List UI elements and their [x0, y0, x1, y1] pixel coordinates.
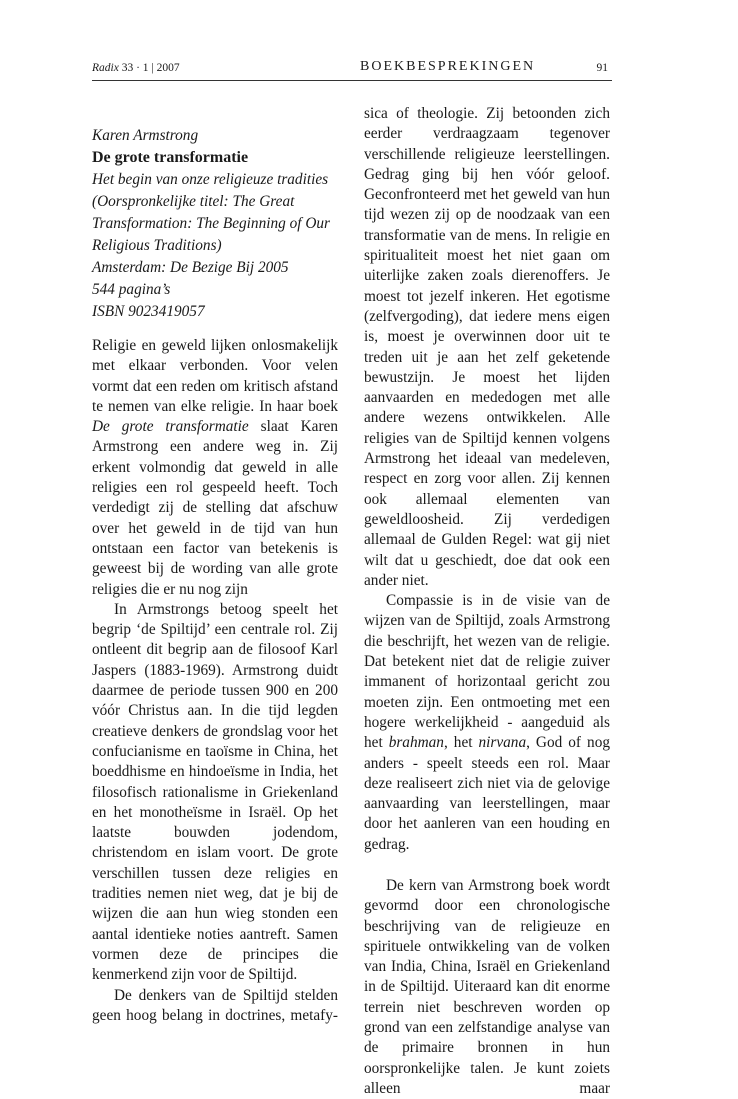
left-column	[92, 336, 338, 1026]
book-details	[92, 125, 352, 323]
paragraph: In Armstrongs betoog speelt het begrip ‘de Spiltijd’ een centrale rol. Zij ontleent dit begrip aan de filosoof Karl Jaspers (1883-1969). Armstrong duidt daarmee de periode tussen 900 en 200 vóór Christus aan. In die tijd legden creatieve denkers de grondslag voor het confucianisme en taoïsme in China, het boeddhisme en hindoeïsme in India, het filosofisch rationalisme in Griekenland en het monotheïsme in Israël. Op het laatste bouwden jodendom, christendom en islam voort. De grote verschillen tussen deze religies en tradities nemen niet weg, dat je bij de wijzen die aan hun wieg stonden een aantal identieke noties aantreft. Samen vormen deze de principes die kenmerkend zijn voor de Spiltijd.	[92, 600, 338, 984]
paragraph: De denkers van de Spiltijd stelden geen hoog belang in doctrines, metafy-	[92, 986, 338, 1024]
book-publisher: Amsterdam: De Bezige Bij 2005	[92, 259, 289, 276]
paragraph: sica of theologie. Zij betoonden zich eerder verdraagzaam tegenover verschillende religieuze leerstellingen. Gedrag ging bij hen vóór geloof. Geconfronteerd met het geweld van hun tijd wezen zij op de noodzaak van een transformatie van de mens. In religie en spiritualiteit moest het niet gaan om uiterlijke zaken zoals dierenoffers. Je moest tot jezelf inkeren. Het egotisme (zelfvergoding), dat iedere mens eigen is, moest je overwinnen door uit te treden uit je aan het zelf geketende bewustzijn. Je moest het lijden aanvaarden en mededogen met alle andere wezens ontwikkelen. Alle religies van de Spiltijd kennen volgens Armstrong het ideaal van medeleven, respect en zorg voor allen. Zij kennen ook allemaal elementen van geweldloosheid. Zij verdedigen allemaal de Gulden Regel: wat gij niet wilt dat u geschiedt, doe dat ook een ander niet.	[364, 105, 610, 589]
book-subtitle-line: Religious Traditions)	[92, 237, 222, 254]
running-header	[92, 58, 612, 81]
book-subtitle-line: Transformation: The Beginning of Our	[92, 215, 330, 232]
issue-info: 33 · 1 | 2007	[121, 62, 180, 74]
section-title: BOEKBESPREKINGEN	[360, 59, 536, 74]
journal-name: Radix	[92, 62, 119, 74]
book-pages: 544 pagina’s	[92, 281, 171, 298]
term-brahman: brahman	[388, 734, 444, 752]
page-number: 91	[596, 62, 608, 74]
book-subtitle-line: (Oorspronkelijke titel: The Great	[92, 193, 295, 210]
paragraph	[364, 591, 610, 855]
journal-citation	[92, 62, 180, 74]
text-run: slaat Karen Armstrong een andere weg in. Zij erkent volmondig dat geweld in alle religies een rol gespeeld heeft. Toch verdedigt zij de stelling dat afschuw over het geweld in de tijd van hun ontstaan een factor van betekenis is geweest bij de wording van alle grote religies die er nu nog zijn	[92, 418, 338, 598]
book-isbn: ISBN 9023419057	[92, 303, 205, 320]
term-nirvana: nirvana	[478, 734, 527, 752]
book-title-inline: De grote transformatie	[92, 418, 249, 436]
text-run: Religie en geweld lijken onlosmakelijk met elkaar verbonden. Voor velen vormt dat een reden om kritisch afstand te nemen van elke religie. In haar boek	[92, 337, 338, 415]
paragraph: De kern van Armstrong boek wordt gevormd door een chronologische beschrijving van de religieuze en spirituele ontwikkeling van de volken van India, China, Israël en Griekenland in de Spiltijd. Uiteraard kan dit enorme terrein niet beschreven worden op grond van een zelfstandige analyse van de primaire bronnen in hun oorspronkelijke talen. Je kunt zoiets alleen maar	[364, 876, 610, 1097]
text-run: , het	[443, 734, 479, 752]
book-subtitle-line: Het begin van onze religieuze tradities	[92, 171, 329, 188]
book-title: De grote transformatie	[92, 149, 249, 166]
right-column	[364, 104, 610, 1099]
paragraph	[92, 336, 338, 600]
text-run: , God of nog anders - speelt steeds een rol. Maar deze realiseert zich niet via de gelovige aanvaarding van leerstellingen, maar door het aanleren van een houding en gedrag.	[364, 734, 610, 853]
book-author: Karen Armstrong	[92, 127, 199, 144]
text-run: Compassie is in de visie van de wijzen van de Spiltijd, zoals Armstrong die beschrijft, het wezen van de religie. Dat betekent niet dat de religie zuiver immanent of horizontaal gericht zou moeten zijn. Een ontmoeting met een hogere werkelijkheid - aangeduid als het	[364, 592, 610, 752]
